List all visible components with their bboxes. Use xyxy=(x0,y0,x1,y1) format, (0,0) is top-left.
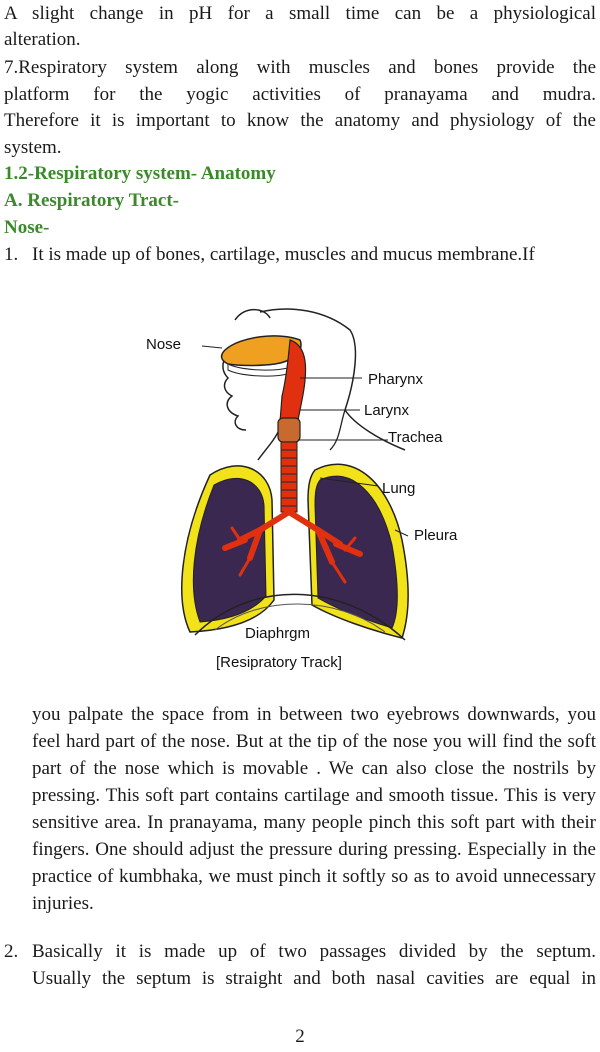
subsection-heading: A. Respiratory Tract- xyxy=(4,190,179,211)
list-number-1: 1. xyxy=(4,244,19,265)
trachea xyxy=(281,442,297,512)
label-nose: Nose xyxy=(146,336,182,353)
respiratory-diagram xyxy=(140,300,470,690)
intro-line-3: 7.Respiratory system along with muscles and bones provide the xyxy=(4,57,596,78)
intro-line-2: alteration. xyxy=(4,29,81,50)
larynx xyxy=(278,418,300,442)
neck-line-back xyxy=(330,410,345,450)
intro-line-1: A slight change in pH for a small time can be a physiological xyxy=(4,3,596,24)
topic-heading: Nose- xyxy=(4,217,50,238)
list-item-2-line-2: Usually the septum is straight and both nasal cavities are equal in xyxy=(32,968,596,989)
item1-continuation xyxy=(32,701,596,917)
figure-caption: [Resipratory Track] xyxy=(216,654,342,671)
label-diaphragm: Diaphrgm xyxy=(245,625,311,642)
leader-nose xyxy=(202,346,222,348)
intro-line-5: Therefore it is important to know the anatomy and physiology of the xyxy=(4,110,596,131)
list-number-2: 2. xyxy=(4,941,19,962)
label-pleura: Pleura xyxy=(414,527,458,544)
item2-line-1: Basically it is made up of two passages divided by the septum. xyxy=(32,941,596,962)
item1-paragraph: you palpate the space from in between two eyebrows downwards, you feel hard part of the nose. But at the tip of the nose you will find the soft part of the nose which is movable . We can also close the nostrils by pressing. This soft part contains cartilage and smooth tissue. This is very sensitive area. In pranayama, many people pinch this soft part with their fingers. One should adjust the pressure during pressing. Especially in the practice of kumbhaka, we must pinch it softly so as to avoid unnecessary injuries. xyxy=(32,704,596,914)
label-trachea: Trachea xyxy=(388,429,443,446)
intro-line-4: platform for the yogic activities of pranayama and mudra. xyxy=(4,84,596,105)
neck-line xyxy=(258,428,280,460)
label-pharynx: Pharynx xyxy=(368,371,424,388)
section-heading: 1.2-Respiratory system- Anatomy xyxy=(4,163,276,184)
label-larynx: Larynx xyxy=(364,402,410,419)
label-lung: Lung xyxy=(382,480,416,497)
item1-first-line: It is made up of bones, cartilage, muscles and mucus membrane.If xyxy=(32,244,535,265)
page-number: 2 xyxy=(295,1026,305,1047)
intro-line-6: system. xyxy=(4,137,62,158)
